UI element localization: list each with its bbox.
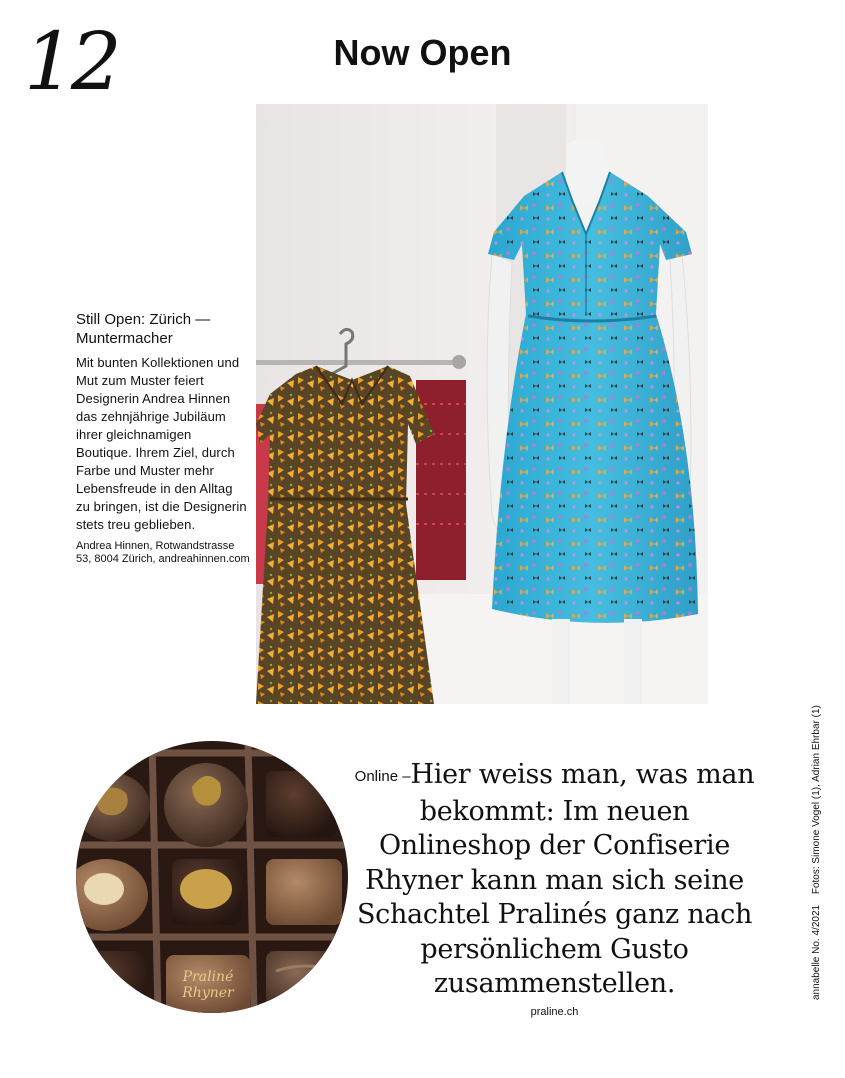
- article-body: Mit bunten Kollektionen und Mut zum Muster feiert Designerin Andrea Hinnen das zehnjährige Jubiläum ihrer gleichnamigen Boutique. Ihrem Ziel, durch Farbe und Muster mehr Lebensfreude in den Alltag zu bringen, ist die Designerin stets treu geblieben.: [76, 355, 247, 532]
- magazine-issue: annabelle No. 4/2021: [811, 904, 822, 1000]
- boutique-photo: [256, 104, 708, 704]
- article-heading: Still Open: Zürich — Muntermacher: [76, 311, 211, 347]
- online-teaser: [352, 758, 757, 1018]
- photo-credit: [811, 705, 822, 1000]
- article-address: Andrea Hinnen, Rotwandstrasse 53, 8004 Zürich, andreahinnen.com: [76, 540, 250, 565]
- teaser-body: Hier weiss man, was man bekommt: Im neuen Onlineshop der Confiserie Rhyner kann man sich seine Schachtel Pralinés ganz nach persönlichem Gusto zusammenstellen.: [356, 759, 755, 999]
- page-number: 12: [24, 15, 118, 108]
- page-title: [0, 32, 845, 74]
- article: [76, 310, 250, 566]
- teaser-source: praline.ch: [530, 1005, 579, 1018]
- teaser-label: Online –: [354, 768, 411, 785]
- box-label-line1: Praliné: [182, 969, 234, 985]
- box-label-line2: Rhyner: [182, 985, 234, 1001]
- teaser-text: [352, 758, 757, 1002]
- photo-credits: Fotos: Simone Vogel (1), Adrian Ehrbar (1): [811, 705, 822, 895]
- pralines-photo: [76, 741, 348, 1013]
- page-title-text: Now Open: [333, 32, 512, 73]
